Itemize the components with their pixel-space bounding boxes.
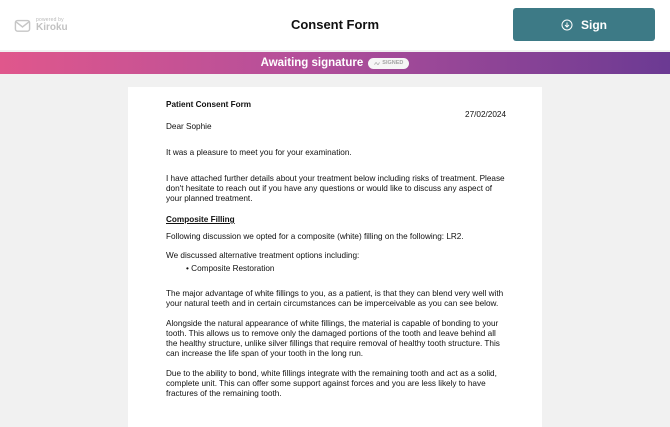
integration-paragraph: Due to the ability to bond, white fillings integrate with the remaining tooth and act as a solid, complete unit. This can offer some support against forces and you are less likely to have fractures of the remaining tooth. [166, 369, 497, 398]
alternatives-list [166, 264, 506, 274]
greeting: Dear Sophie [166, 122, 212, 131]
document-body [166, 100, 506, 399]
advantage-paragraph: The major advantage of white fillings to you, as a patient, is that they can blend very well with your natural teeth and in certain circumstances can be imperceivable as you can see below. [166, 289, 504, 308]
document-date: 27/02/2024 [465, 110, 506, 119]
document-heading: Patient Consent Form [166, 100, 252, 109]
top-bar [0, 0, 670, 50]
status-text: Awaiting signature [260, 57, 364, 69]
section-title: Composite Filling [166, 215, 235, 224]
kiroku-logo-icon [14, 17, 31, 34]
list-item: • Composite Restoration [186, 264, 506, 274]
intro-paragraph: It was a pleasure to meet you for your examination. [166, 148, 352, 157]
document-page [128, 87, 542, 427]
brand-name: Kiroku [36, 21, 68, 33]
download-circle-icon [561, 19, 573, 31]
status-banner [0, 52, 670, 74]
kiroku-logo[interactable] [14, 14, 74, 36]
details-paragraph: I have attached further details about your treatment below including risks of treatment. Please don't hesitate to reach out if you have any questions or would like to discuss any aspect of your planned treatment. [166, 174, 505, 203]
status-badge-label: SIGNED [382, 60, 404, 66]
signature-icon [374, 60, 380, 66]
alternatives-intro: We discussed alternative treatment options including: [166, 251, 360, 260]
discussion-paragraph: Following discussion we opted for a composite (white) filling on the following: LR2. [166, 232, 464, 241]
page-title: Consent Form [290, 17, 380, 32]
powered-by-label: powered by [36, 16, 64, 23]
status-badge [368, 58, 409, 69]
sign-button-label: Sign [581, 17, 607, 32]
sign-button[interactable] [513, 8, 655, 41]
bonding-paragraph: Alongside the natural appearance of white fillings, the material is capable of bonding to your tooth. This allows us to remove only the damaged portions of the tooth and leave behind all the healthy structure, unlike silver fillings that require removal of healthy tooth structure. This can increase the life span of your tooth in the long run. [166, 319, 500, 358]
